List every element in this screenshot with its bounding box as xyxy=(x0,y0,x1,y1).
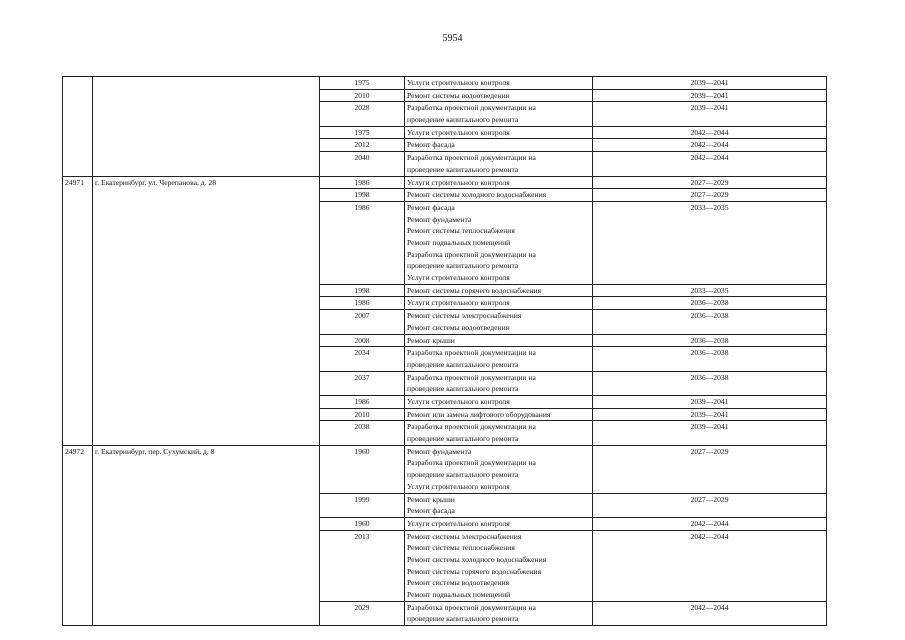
work-line: Ремонт подвальных помещений xyxy=(407,590,511,600)
planned-period-cell: 2036—2038 xyxy=(593,347,827,371)
work-line: проведение капитального ремонта xyxy=(407,470,519,480)
work-line: Ремонт системы теплоснабжения xyxy=(407,543,515,553)
work-line: Ремонт фасада xyxy=(407,202,455,212)
planned-period-cell: 2042—2044 xyxy=(593,530,827,601)
planned-period-cell: 2042—2044 xyxy=(593,517,827,530)
building-address-cell: г. Екатеринбург, пер. Сухумский, д. 8 xyxy=(93,445,320,625)
work-line: проведение капитального ремонта xyxy=(407,614,519,624)
planned-period-cell: 2027—2029 xyxy=(593,176,827,189)
table-row xyxy=(63,445,827,493)
planned-period-cell: 2036—2038 xyxy=(593,371,827,395)
work-type-cell xyxy=(405,421,593,445)
building-address-cell xyxy=(93,77,320,177)
work-line: проведение капитального ремонта xyxy=(407,359,519,369)
page-number: 5954 xyxy=(442,33,463,44)
work-type-cell xyxy=(405,310,593,334)
work-type-cell xyxy=(405,408,593,421)
work-line: Ремонт системы электроснабжения xyxy=(407,531,522,541)
planned-period-cell: 2039—2041 xyxy=(593,421,827,445)
work-line: Услуги строительного контроля xyxy=(407,78,510,87)
planned-period-cell: 2039—2041 xyxy=(593,89,827,102)
work-type-cell xyxy=(405,189,593,202)
last-repair-year-cell: 1986 xyxy=(320,396,405,409)
work-type-cell xyxy=(405,176,593,189)
last-repair-year-cell: 2038 xyxy=(320,421,405,445)
planned-period-cell: 2033—2035 xyxy=(593,284,827,297)
table-row xyxy=(63,77,827,90)
work-line: Ремонт фасада xyxy=(407,506,455,516)
work-line: Ремонт системы водоотведения xyxy=(407,578,510,588)
work-type-cell xyxy=(405,284,593,297)
work-line: Услуги строительного контроля xyxy=(407,177,510,187)
work-line: Ремонт системы электроснабжения xyxy=(407,311,522,321)
work-line: Услуги строительного контроля xyxy=(407,397,510,407)
last-repair-year-cell: 1998 xyxy=(320,284,405,297)
planned-period-cell: 2042—2044 xyxy=(593,601,827,625)
work-line: Ремонт подвальных помещений xyxy=(407,238,511,248)
work-line: проведение капитального ремонта xyxy=(407,261,519,271)
work-type-cell xyxy=(405,445,593,493)
work-line: Ремонт фундамента xyxy=(407,446,472,456)
last-repair-year-cell: 2007 xyxy=(320,310,405,334)
last-repair-year-cell: 1975 xyxy=(320,126,405,139)
work-line: Разработка проектной документации на xyxy=(407,348,536,358)
work-line: Ремонт крыши xyxy=(407,494,455,504)
work-type-cell xyxy=(405,396,593,409)
planned-period-cell: 2039—2041 xyxy=(593,77,827,90)
work-line: проведение капитального ремонта xyxy=(407,384,519,394)
work-line: Разработка проектной документации на xyxy=(407,153,536,163)
work-type-cell xyxy=(405,493,593,517)
work-line: Разработка проектной документации на xyxy=(407,602,536,612)
last-repair-year-cell: 1960 xyxy=(320,517,405,530)
planned-period-cell: 2027—2029 xyxy=(593,189,827,202)
work-type-cell xyxy=(405,297,593,310)
work-line: Разработка проектной документации на xyxy=(407,103,536,113)
work-type-cell xyxy=(405,201,593,284)
work-line: Разработка проектной документации на xyxy=(407,458,536,468)
table-row xyxy=(63,176,827,189)
last-repair-year-cell: 1986 xyxy=(320,176,405,189)
last-repair-year-cell: 2037 xyxy=(320,371,405,395)
work-line: Услуги строительного контроля xyxy=(407,481,510,491)
work-line: проведение капитального ремонта xyxy=(407,164,519,174)
planned-period-cell: 2027—2029 xyxy=(593,493,827,517)
work-line: Ремонт системы водоотведения xyxy=(407,90,510,100)
work-line: Ремонт системы теплоснабжения xyxy=(407,226,515,236)
last-repair-year-cell: 1999 xyxy=(320,493,405,517)
last-repair-year-cell: 2010 xyxy=(320,89,405,102)
last-repair-year-cell: 1986 xyxy=(320,297,405,310)
last-repair-year-cell: 2013 xyxy=(320,530,405,601)
last-repair-year-cell: 1960 xyxy=(320,445,405,493)
planned-period-cell: 2042—2044 xyxy=(593,126,827,139)
work-type-cell xyxy=(405,517,593,530)
work-line: проведение капитального ремонта xyxy=(407,434,519,444)
last-repair-year-cell: 1998 xyxy=(320,189,405,202)
building-address-cell: г. Екатеринбург, ул. Черепанова, д. 28 xyxy=(93,176,320,445)
work-type-cell xyxy=(405,601,593,625)
last-repair-year-cell: 2029 xyxy=(320,601,405,625)
last-repair-year-cell: 2028 xyxy=(320,102,405,126)
planned-period-cell: 2036—2038 xyxy=(593,334,827,347)
building-id-cell xyxy=(63,77,93,177)
work-line: Ремонт системы горячего водоснабжения xyxy=(407,285,542,295)
work-type-cell xyxy=(405,77,593,90)
last-repair-year-cell: 1986 xyxy=(320,201,405,284)
work-line: Разработка проектной документации на xyxy=(407,372,536,382)
planned-period-cell: 2042—2044 xyxy=(593,152,827,176)
last-repair-year-cell: 2040 xyxy=(320,152,405,176)
work-line: Ремонт системы холодного водоснабжения xyxy=(407,190,547,200)
work-type-cell xyxy=(405,334,593,347)
work-line: проведение капитального ремонта xyxy=(407,115,519,125)
planned-period-cell: 2042—2044 xyxy=(593,139,827,152)
work-type-cell xyxy=(405,530,593,601)
planned-period-cell: 2039—2041 xyxy=(593,396,827,409)
planned-period-cell: 2039—2041 xyxy=(593,408,827,421)
last-repair-year-cell: 2008 xyxy=(320,334,405,347)
work-line: Услуги строительного контроля xyxy=(407,518,510,528)
work-line: Ремонт системы водоотведения xyxy=(407,322,510,332)
planned-period-cell: 2033—2035 xyxy=(593,201,827,284)
work-line: Услуги строительного контроля xyxy=(407,127,510,137)
work-line: Ремонт системы холодного водоснабжения xyxy=(407,555,547,564)
planned-period-cell: 2039—2041 xyxy=(593,102,827,126)
work-line: Ремонт фасада xyxy=(407,140,455,150)
planned-period-cell: 2036—2038 xyxy=(593,297,827,310)
last-repair-year-cell: 1975 xyxy=(320,77,405,90)
work-type-cell xyxy=(405,371,593,395)
work-type-cell xyxy=(405,139,593,152)
last-repair-year-cell: 2012 xyxy=(320,139,405,152)
work-type-cell xyxy=(405,89,593,102)
building-id-cell: 24971 xyxy=(63,176,93,445)
last-repair-year-cell: 2010 xyxy=(320,408,405,421)
work-type-cell xyxy=(405,126,593,139)
planned-period-cell: 2027—2029 xyxy=(593,445,827,493)
work-line: Ремонт или замена лифтового оборудования xyxy=(407,409,551,419)
work-line: Разработка проектной документации на xyxy=(407,249,536,259)
work-line: Ремонт крыши xyxy=(407,335,455,345)
last-repair-year-cell: 2034 xyxy=(320,347,405,371)
work-line: Услуги строительного контроля xyxy=(407,273,510,283)
planned-period-cell: 2036—2038 xyxy=(593,310,827,334)
capital-repair-schedule-table xyxy=(62,76,827,626)
work-type-cell xyxy=(405,347,593,371)
work-type-cell xyxy=(405,102,593,126)
work-line: Разработка проектной документации на xyxy=(407,422,536,432)
work-line: Услуги строительного контроля xyxy=(407,298,510,308)
work-line: Ремонт системы горячего водоснабжения xyxy=(407,566,542,576)
work-line: Ремонт фундамента xyxy=(407,214,472,224)
building-id-cell: 24972 xyxy=(63,445,93,625)
work-type-cell xyxy=(405,152,593,176)
